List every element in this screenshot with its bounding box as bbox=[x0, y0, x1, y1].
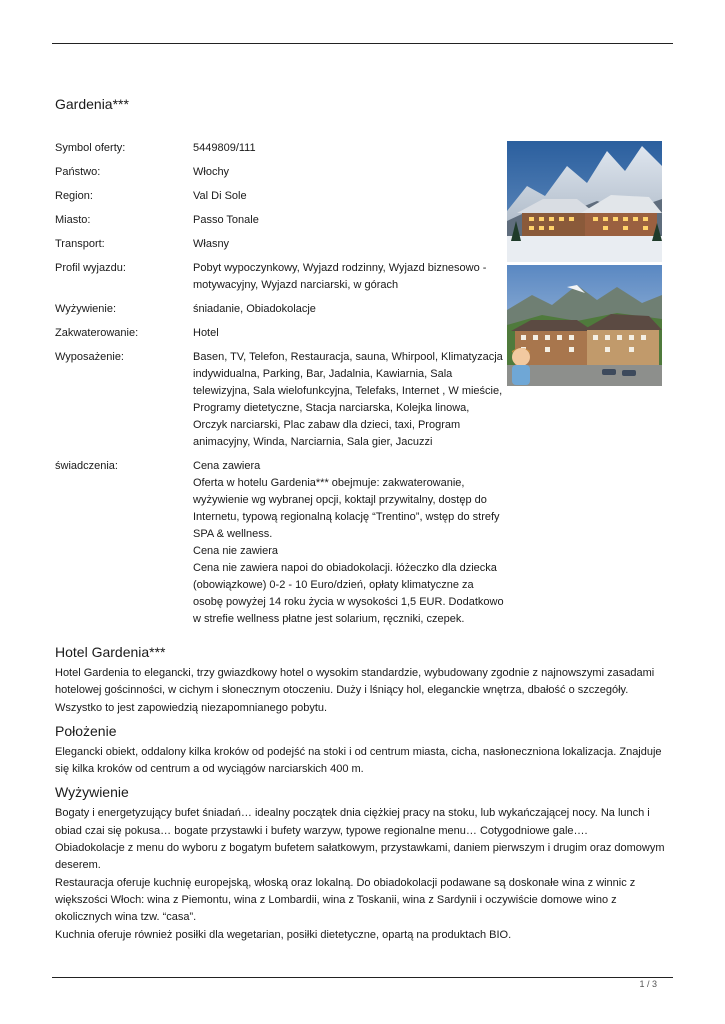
spec-row bbox=[55, 260, 505, 301]
spec-label: świadczenia: bbox=[55, 460, 118, 472]
section-paragraph: Kuchnia oferuje również posiłki dla wegetarian, posiłki dietetyczne, opartą na produktach BIO. bbox=[55, 928, 512, 941]
bottom-divider bbox=[52, 977, 673, 978]
spec-value: śniadanie, Obiadokolacje bbox=[193, 303, 316, 315]
spec-row bbox=[55, 164, 505, 188]
price-includes-heading: Cena zawiera bbox=[193, 460, 261, 472]
section-paragraph: Hotel Gardenia to elegancki, trzy gwiazdkowy hotel o wysokim standardzie, wybudowany zgodnie z najnowszymi zasadami hotelowej gościnności, w cichym i słonecznym otoczeniu. Duży i lśniący hol, eleganckie wnętrza, dbałość o szczegóły. Wszystko to jest zapowiedzią niezapomnianego pobytu. bbox=[55, 667, 655, 714]
price-includes-text: Oferta w hotelu Gardenia*** obejmuje: zakwaterowanie, wyżywienie wg wybranej opcji, koktajl przywitalny, dostęp do Internetu, typową regionalną kolację “Trentino”, wstęp do strefy SPA & wellness. bbox=[193, 477, 500, 540]
spec-value: Hotel bbox=[193, 327, 219, 339]
spec-value: Pobyt wypoczynkowy, Wyjazd rodzinny, Wyjazd biznesowo - motywacyjny, Wyjazd narciarski, w górach bbox=[193, 262, 487, 291]
spec-label: Miasto: bbox=[55, 214, 91, 226]
spec-row bbox=[55, 140, 505, 164]
spec-row bbox=[55, 301, 505, 325]
description-sections bbox=[55, 643, 667, 949]
spec-value: Basen, TV, Telefon, Restauracja, sauna, Whirpool, Klimatyzacja indywidualna, Parking, Bar, Jadalnia, Kawiarnia, Sala telewizyjna, Sala wielofunkcyjna, Telefaks, Internet , W mieście, Programy dietetyczne, Stacja narciarska, Kolejka linowa, Orczyk narciarski, Plac zabaw dla dzieci, taxi, Program animacyjny, Winda, Narciarnia, Sala gier, Jacuzzi bbox=[193, 351, 503, 448]
spec-value: Val Di Sole bbox=[193, 190, 247, 202]
page-title: Gardenia*** bbox=[55, 96, 129, 112]
section-heading-location: Położenie bbox=[55, 722, 117, 739]
spec-label: Państwo: bbox=[55, 166, 101, 178]
hotel-photo-winter bbox=[507, 141, 662, 262]
spec-label: Profil wyjazdu: bbox=[55, 262, 126, 274]
page-number: 1 / 3 bbox=[639, 979, 657, 989]
spec-row bbox=[55, 349, 505, 458]
section-heading-hotel: Hotel Gardenia*** bbox=[55, 644, 166, 660]
top-divider bbox=[52, 43, 673, 44]
section-paragraph: Elegancki obiekt, oddalony kilka kroków od podejść na stoki i od centrum miasta, cicha, nasłoneczniona lokalizacja. Znajduje się kilka kroków od centrum a od wyciągów narciarskich 400 m. bbox=[55, 745, 662, 776]
spec-value: Własny bbox=[193, 238, 230, 250]
spec-row bbox=[55, 212, 505, 236]
section-paragraph: Restauracja oferuje kuchnię europejską, włoską oraz lokalną. Do obiadokolacji podawane są doskonałe wina z winnic z większości Włoch: wina z Piemontu, wina z Lombardii, wina z Toskanii, wina z Sardynii i oczywiście domowe wino z okolicznych wina tzw. “casa”. bbox=[55, 876, 636, 924]
spec-label: Symbol oferty: bbox=[55, 142, 126, 154]
spec-value: Passo Tonale bbox=[193, 214, 259, 226]
spec-value-multiline bbox=[193, 458, 505, 635]
spec-value: 5449809/111 bbox=[193, 142, 256, 154]
spec-row bbox=[55, 458, 505, 635]
spec-row bbox=[55, 188, 505, 212]
spec-row bbox=[55, 236, 505, 260]
price-excludes-text: Cena nie zawiera napoi do obiadokolacji. łóżeczko dla dziecka (obowiązkowe) 0-2 - 10 Euro/dzień, opłaty klimatyczne za osobę powyżej 14 roku życia w wysokości 1,5 EUR. Dodatkowo w strefie wellness płatne jest solarium, ręczniki, czepek. bbox=[193, 562, 504, 625]
section-paragraph: Bogaty i energetyzujący bufet śniadań… idealny początek dnia ciężkiej pracy na stoku, lub wykańczającej nocy. Na lunch i obiad czai się pokusa… bogate przystawki i bufety warzyw, typowe regionalne menu… Cotygodniowe gale…. bbox=[55, 807, 650, 837]
spec-value: Włochy bbox=[193, 166, 230, 178]
spec-label: Wyżywienie: bbox=[55, 303, 117, 315]
spec-label: Zakwaterowanie: bbox=[55, 327, 139, 339]
spec-label: Transport: bbox=[55, 238, 105, 250]
section-heading-board: Wyżywienie bbox=[55, 784, 129, 801]
section-paragraph: Obiadokolacje z menu do wyboru z bogatym bufetem sałatkowym, przystawkami, daniem pierwszym i drugim oraz domowym deserem. bbox=[55, 842, 665, 872]
spec-label: Region: bbox=[55, 190, 93, 202]
hotel-photo-summer bbox=[507, 265, 662, 386]
spec-label: Wyposażenie: bbox=[55, 351, 124, 363]
price-excludes-heading: Cena nie zawiera bbox=[193, 545, 278, 557]
offer-specs-table bbox=[55, 140, 505, 635]
spec-row bbox=[55, 325, 505, 349]
